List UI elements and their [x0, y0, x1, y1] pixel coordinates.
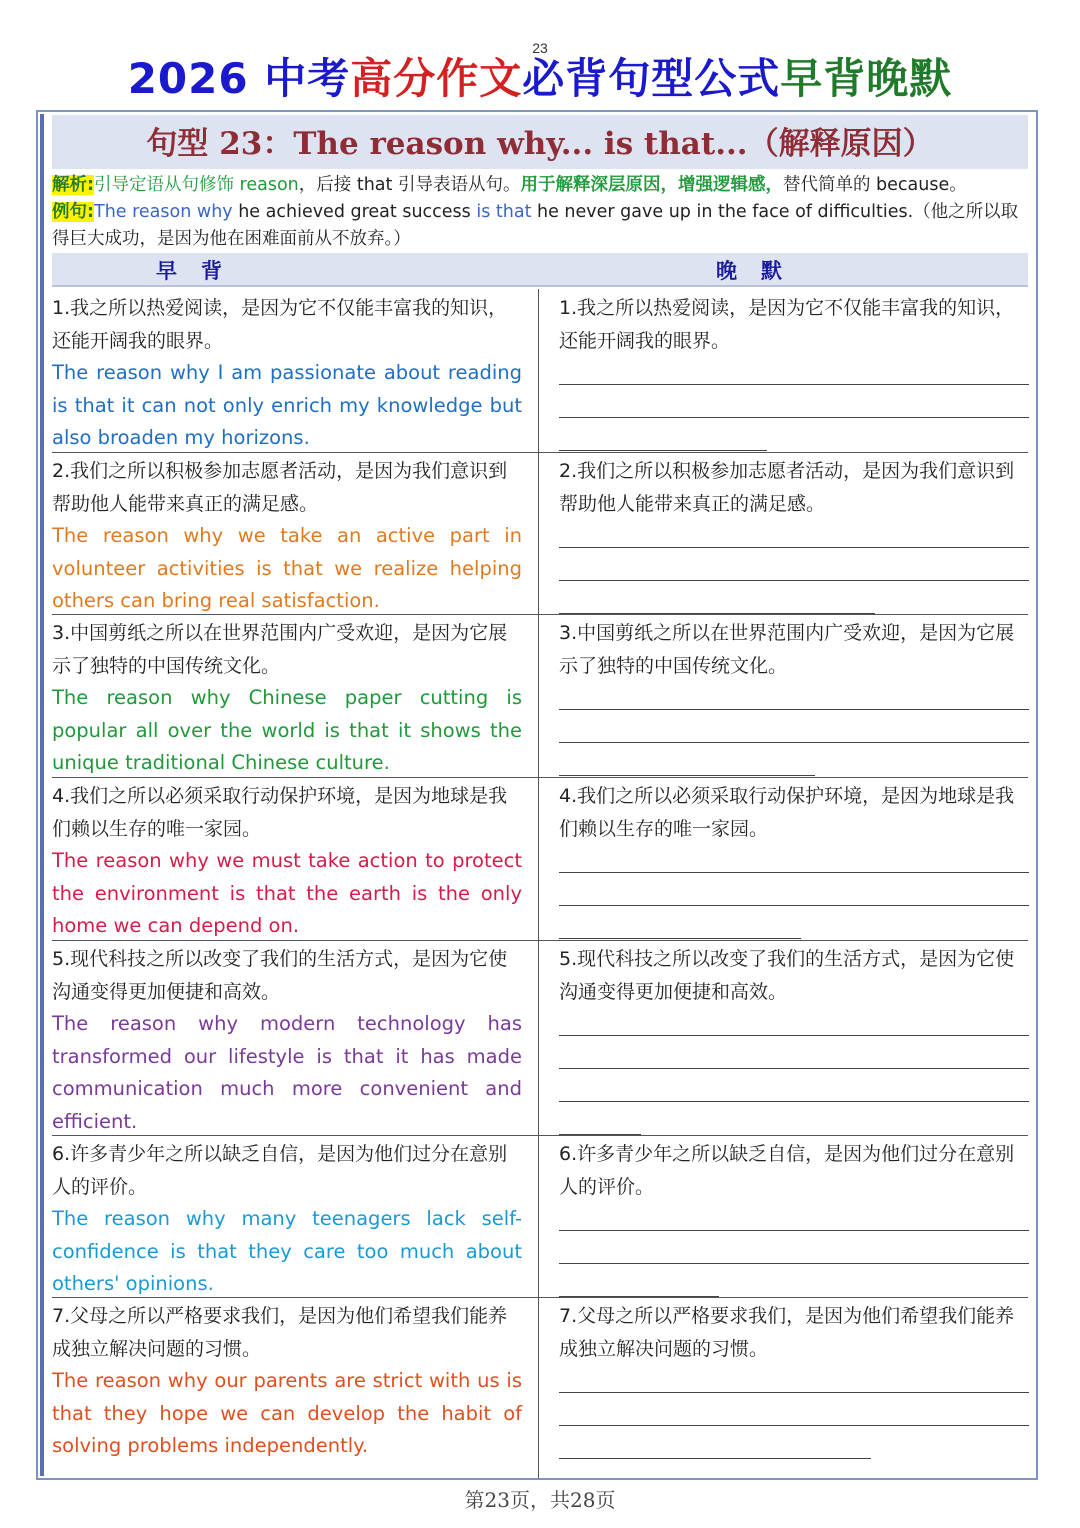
- morning-item-english: The reason why our parents are strict with us is that they hope we can develop the habit of solving problems independently.: [52, 1369, 522, 1457]
- morning-item-english: The reason why many teenagers lack self-confidence is that they care too much about others' opinions.: [52, 1207, 522, 1295]
- morning-item-chinese: 1.我之所以热爱阅读，是因为它不仅能丰富我的知识，还能开阔我的眼界。: [52, 297, 508, 352]
- writing-line[interactable]: [559, 1230, 1029, 1231]
- morning-item-chinese: 2.我们之所以积极参加志愿者活动，是因为我们意识到帮助他人能带来真正的满足感。: [52, 460, 508, 515]
- page-number-top: 23: [532, 40, 548, 56]
- evening-item: [559, 780, 1029, 939]
- morning-item-english: The reason why we take an active part in volunteer activities is that we realize helping others can bring real satisfaction.: [52, 524, 522, 612]
- writing-line[interactable]: [559, 1458, 871, 1459]
- analysis-block: [52, 172, 1032, 253]
- morning-item-english: The reason why modern technology has transformed our lifestyle is that it has made communication much more convenient and efficient.: [52, 1012, 522, 1133]
- title-part-3: 必背句型公式: [522, 54, 781, 103]
- evening-item: [559, 292, 1029, 451]
- morning-item: [52, 455, 522, 618]
- morning-item: [52, 292, 522, 455]
- writing-line[interactable]: [559, 938, 801, 939]
- page-footer: 第23页，共28页: [464, 1488, 616, 1512]
- evening-item: [559, 1138, 1029, 1296]
- morning-item: [52, 1300, 522, 1463]
- evening-item: [559, 617, 1029, 776]
- column-header-bar: [52, 253, 1028, 287]
- column-head-morning: 早背: [156, 259, 246, 283]
- evening-item: [559, 943, 1029, 1134]
- column-head-evening: 晚默: [716, 259, 806, 283]
- evening-item-chinese: 2.我们之所以积极参加志愿者活动，是因为我们意识到帮助他人能带来真正的满足感。: [559, 460, 1015, 515]
- example-text-a: The reason why: [94, 202, 233, 222]
- analysis-label: 解析:: [52, 175, 94, 195]
- morning-item: [52, 780, 522, 943]
- writing-line[interactable]: [559, 742, 1029, 743]
- page-title: [0, 46, 1080, 106]
- morning-item: [52, 617, 522, 780]
- example-line: [52, 199, 1032, 253]
- column-divider: [538, 289, 539, 1478]
- pattern-title: 句型 23：The reason why... is that...（解释原因）: [52, 115, 1028, 169]
- evening-item-chinese: 5.现代科技之所以改变了我们的生活方式，是因为它使沟通变得更加便捷和高效。: [559, 948, 1015, 1003]
- writing-line[interactable]: [559, 1035, 1029, 1036]
- writing-line[interactable]: [559, 384, 1029, 385]
- morning-item-chinese: 4.我们之所以必须采取行动保护环境，是因为地球是我们赖以生存的唯一家园。: [52, 785, 508, 840]
- writing-line[interactable]: [559, 1425, 1029, 1426]
- writing-line[interactable]: [559, 417, 1029, 418]
- morning-item: [52, 1138, 522, 1301]
- writing-line[interactable]: [559, 775, 815, 776]
- writing-line[interactable]: [559, 905, 1029, 906]
- analysis-text-a: 引导定语从句修饰 reason: [94, 175, 299, 195]
- title-part-1: 2026 中考: [127, 54, 351, 103]
- writing-line[interactable]: [559, 872, 1029, 873]
- example-text-b: he achieved great success: [232, 202, 477, 222]
- morning-item-chinese: 3.中国剪纸之所以在世界范围内广受欢迎，是因为它展示了独特的中国传统文化。: [52, 622, 508, 677]
- row-divider: [52, 614, 1028, 615]
- frame-accent-bar: [40, 114, 44, 1476]
- morning-item-english: The reason why Chinese paper cutting is popular all over the world is that it shows the unique traditional Chinese culture.: [52, 686, 522, 774]
- row-divider: [52, 1135, 1028, 1136]
- morning-item-chinese: 5.现代科技之所以改变了我们的生活方式，是因为它使沟通变得更加便捷和高效。: [52, 948, 508, 1003]
- analysis-text-b: ，后接 that 引导表语从句。: [298, 175, 521, 195]
- morning-item-english: The reason why I am passionate about reading is that it can not only enrich my knowledge but also broaden my horizons.: [52, 361, 522, 449]
- morning-item-chinese: 7.父母之所以严格要求我们，是因为他们希望我们能养成独立解决问题的习惯。: [52, 1305, 508, 1360]
- evening-item: [559, 1300, 1029, 1477]
- writing-line[interactable]: [559, 1392, 1029, 1393]
- example-label: 例句:: [52, 202, 94, 222]
- evening-item: [559, 455, 1029, 613]
- analysis-text-d: 替代简单的 because。: [782, 175, 967, 195]
- title-part-2: 高分作文: [350, 54, 523, 103]
- writing-line[interactable]: [559, 450, 767, 451]
- row-divider: [52, 1297, 1028, 1298]
- evening-item-chinese: 3.中国剪纸之所以在世界范围内广受欢迎，是因为它展示了独特的中国传统文化。: [559, 622, 1015, 677]
- analysis-text-c: 用于解释深层原因，增强逻辑感，: [520, 175, 783, 195]
- morning-item-chinese: 6.许多青少年之所以缺乏自信，是因为他们过分在意别人的评价。: [52, 1143, 508, 1198]
- title-part-4: 早背晚默: [780, 54, 953, 103]
- evening-item-chinese: 1.我之所以热爱阅读，是因为它不仅能丰富我的知识，还能开阔我的眼界。: [559, 297, 1015, 352]
- evening-item-chinese: 4.我们之所以必须采取行动保护环境，是因为地球是我们赖以生存的唯一家园。: [559, 785, 1015, 840]
- example-text-c: is that: [476, 202, 532, 222]
- writing-line[interactable]: [559, 1263, 1029, 1264]
- writing-line[interactable]: [559, 580, 1029, 581]
- evening-item-chinese: 7.父母之所以严格要求我们，是因为他们希望我们能养成独立解决问题的习惯。: [559, 1305, 1015, 1360]
- analysis-line: [52, 172, 1032, 199]
- row-divider: [52, 452, 1028, 453]
- writing-line[interactable]: [559, 547, 1029, 548]
- morning-item: [52, 943, 522, 1138]
- writing-line[interactable]: [559, 1101, 1029, 1102]
- example-text-d: he never gave up in the face of difficulties.（他之所以取得巨大成功，是因为他在困难面前从不放弃。）: [52, 202, 1019, 249]
- writing-line[interactable]: [559, 1068, 1029, 1069]
- writing-line[interactable]: [559, 709, 1029, 710]
- morning-item-english: The reason why we must take action to protect the environment is that the earth is the only home we can depend on.: [52, 849, 522, 937]
- row-divider: [52, 777, 1028, 778]
- row-divider: [52, 940, 1028, 941]
- evening-item-chinese: 6.许多青少年之所以缺乏自信，是因为他们过分在意别人的评价。: [559, 1143, 1015, 1198]
